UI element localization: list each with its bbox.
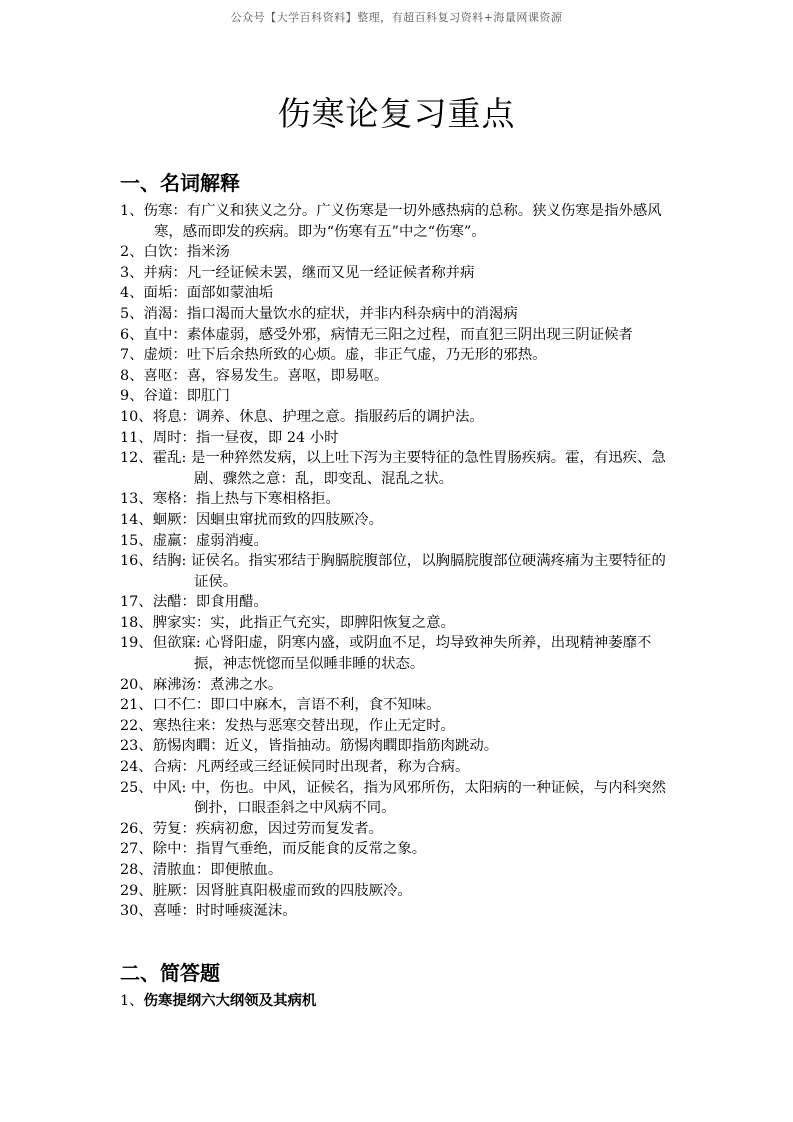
term-name: 脏厥 <box>152 882 182 899</box>
term-separator: ： <box>181 903 196 920</box>
term-number: 30、 <box>120 903 153 920</box>
list-item <box>120 366 680 387</box>
term-name: 虚烦 <box>143 347 173 364</box>
term-separator: ： <box>195 614 211 631</box>
term-number: 22、 <box>120 717 153 734</box>
term-separator: ： <box>172 264 187 281</box>
term-definition: 即肛门 <box>186 388 230 405</box>
term-definition: 心肾阳虚，阴寒内盛，或阴血不足，均导致神失所养，出现精神萎靡不振，神志恍惚而呈似睡非睡的状态。 <box>194 635 652 673</box>
list-item <box>120 407 680 428</box>
list-item <box>120 283 680 304</box>
term-separator: ： <box>172 203 187 219</box>
list-item <box>120 901 680 922</box>
term-definition: 有广义和狭义之分。广义伤寒是一切外感热病的总称。狭义伤寒是指外感风寒，感而即发的疾病。即为“伤寒有五”中之“伤寒”。 <box>154 203 662 240</box>
list-item <box>120 839 680 860</box>
list-item <box>120 716 680 737</box>
term-number: 17、 <box>120 594 153 611</box>
term-name: 虚羸 <box>152 532 182 549</box>
term-definition: 即食用醋。 <box>195 594 268 611</box>
term-name: 谷道 <box>143 388 173 405</box>
term-definition: 近义，皆指抽动。筋惕肉瞤即指筋肉跳动。 <box>224 738 499 755</box>
term-definition: 疾病初愈，因过劳而复发者。 <box>195 820 383 837</box>
term-separator: ： <box>172 244 187 261</box>
list-item <box>120 592 680 613</box>
list-item <box>120 304 680 325</box>
list-item <box>120 386 680 407</box>
term-definition: 即便脓血。 <box>210 862 283 878</box>
term-name: 口不仁 <box>152 697 196 714</box>
term-number: 1、 <box>120 203 144 219</box>
list-item <box>120 675 680 696</box>
term-number: 14、 <box>120 511 153 528</box>
term-separator: ： <box>195 676 211 693</box>
term-definition: 因蛔虫窜扰而致的四肢厥冷。 <box>195 511 383 528</box>
list-item <box>120 242 680 263</box>
term-separator: ： <box>181 841 196 858</box>
term-separator: ： <box>172 305 187 322</box>
term-number: 18、 <box>120 614 153 631</box>
term-definition: 指米汤 <box>186 244 230 261</box>
term-name: 并病 <box>143 264 173 281</box>
list-item <box>120 613 680 634</box>
term-separator: : <box>181 779 191 796</box>
list-item <box>120 757 680 778</box>
term-definition: 证侯名。指实邪结于胸膈脘腹部位，以胸膈脘腹部位硬满疼痛为主要特征的证侯。 <box>190 553 666 590</box>
term-definition: 发热与恶寒交替出现，作止无定时。 <box>224 717 455 734</box>
term-number: 5、 <box>120 305 144 322</box>
list-item <box>120 736 680 757</box>
term-number: 6、 <box>120 326 144 343</box>
term-name: 结胸 <box>152 553 182 570</box>
header-note: 公众号【大学百科资料】整理，有超百科复习资料+海量网课资源 <box>230 11 563 24</box>
term-number: 27、 <box>120 841 153 858</box>
section-heading-terms: 一、名词解释 <box>120 171 240 195</box>
term-number: 29、 <box>120 882 153 899</box>
term-name: 面垢 <box>143 285 173 302</box>
term-separator: ： <box>210 738 225 755</box>
term-name: 合病 <box>152 759 182 776</box>
term-separator: ： <box>181 594 196 611</box>
term-separator: ： <box>172 285 187 302</box>
term-separator: ： <box>172 367 187 384</box>
term-name: 中风 <box>152 779 182 796</box>
term-separator: : <box>181 553 191 570</box>
section-heading-short-answer: 二、简答题 <box>120 961 220 985</box>
term-definition: 因肾脏真阳极虚而致的四肢厥冷。 <box>195 882 412 899</box>
list-item <box>120 201 680 242</box>
term-number: 10、 <box>120 408 153 425</box>
term-name: 但欲寐 <box>152 635 196 652</box>
term-number: 23、 <box>120 738 153 755</box>
term-number: 21、 <box>120 697 153 714</box>
list-item <box>120 778 680 819</box>
term-number: 28、 <box>120 862 153 878</box>
term-name: 喜唾 <box>152 903 182 920</box>
term-separator: ： <box>181 882 196 899</box>
term-separator: ： <box>181 511 196 528</box>
list-item <box>120 633 680 674</box>
term-definition: 指胃气垂绝，而反能食的反常之象。 <box>195 841 427 858</box>
list-item <box>120 489 680 510</box>
list-item <box>120 551 680 592</box>
term-name: 消渴 <box>143 305 173 322</box>
term-name: 寒格 <box>152 491 182 508</box>
term-separator: ： <box>181 759 196 776</box>
term-number: 26、 <box>120 820 153 837</box>
term-definition: 即口中麻木，言语不利，食不知味。 <box>210 697 441 714</box>
term-separator: ： <box>210 717 225 734</box>
list-item <box>120 510 680 531</box>
term-definition: 煮沸之水。 <box>210 676 283 693</box>
list-item <box>120 860 680 881</box>
term-name: 白饮 <box>143 244 173 261</box>
list-item <box>120 881 680 902</box>
term-number: 9、 <box>120 388 144 405</box>
term-name: 将息 <box>152 408 182 425</box>
term-separator: : <box>181 450 191 467</box>
list-item <box>120 695 680 716</box>
term-number: 15、 <box>120 532 153 549</box>
term-name: 脾家实 <box>152 614 196 631</box>
term-number: 16、 <box>120 553 153 570</box>
term-number: 12、 <box>120 450 153 467</box>
list-item <box>120 263 680 284</box>
term-definition: 吐下后余热所致的心烦。虚，非正气虚，乃无形的邪热。 <box>186 347 547 364</box>
term-name: 除中 <box>152 841 182 858</box>
term-number: 8、 <box>120 367 144 384</box>
term-name: 法醋 <box>152 594 182 611</box>
term-separator: : <box>195 635 206 652</box>
term-name: 清脓血 <box>152 862 196 878</box>
term-number: 20、 <box>120 676 153 693</box>
list-item <box>120 428 680 449</box>
term-separator: ： <box>195 697 211 714</box>
term-name: 喜呕 <box>143 367 173 384</box>
term-definition: 指上热与下寒相格拒。 <box>195 491 340 508</box>
term-number: 3、 <box>120 264 144 281</box>
term-definition: 中，伤也。中风，证候名，指为风邪所伤，太阳病的一种证候，与内科突然倒扑，口眼歪斜之中风病不同。 <box>190 779 666 817</box>
page-title: 伤寒论复习重点 <box>277 94 516 133</box>
question-item <box>120 989 316 1010</box>
term-name: 蛔厥 <box>152 511 182 528</box>
term-definition: 调养、休息、护理之意。指服药后的调护法。 <box>195 408 484 425</box>
list-item <box>120 448 680 489</box>
term-number: 19、 <box>120 635 153 652</box>
term-list <box>120 201 680 922</box>
list-item <box>120 531 680 552</box>
term-separator: ： <box>181 820 196 837</box>
term-name: 寒热往来 <box>152 717 211 734</box>
question-number: 1、 <box>120 993 144 1009</box>
term-number: 11、 <box>120 429 153 446</box>
term-separator: ： <box>181 532 196 549</box>
term-number: 13、 <box>120 491 153 508</box>
term-number: 25、 <box>120 779 153 796</box>
list-item <box>120 345 680 366</box>
term-number: 7、 <box>120 347 144 364</box>
term-definition: 是一种猝然发病，以上吐下泻为主要特征的急性胃肠疾病。霍，有迅疾、急剧、骤然之意：乱，即变乱、混乱之状。 <box>190 450 666 487</box>
list-item <box>120 819 680 840</box>
term-name: 周时 <box>152 429 182 446</box>
term-number: 2、 <box>120 244 144 261</box>
term-name: 伤寒 <box>143 203 173 219</box>
term-separator: ： <box>181 408 196 425</box>
term-definition: 虚弱消瘦。 <box>195 532 268 549</box>
term-definition: 指口渴而大量饮水的症状，并非内科杂病中的消渴病 <box>186 305 518 322</box>
term-definition: 凡一经证候未罢，继而又见一经证候者称并病 <box>186 264 475 281</box>
term-separator: ： <box>172 326 187 343</box>
term-number: 4、 <box>120 285 144 302</box>
term-separator: ： <box>172 347 187 364</box>
term-separator: ： <box>172 388 187 405</box>
term-definition: 时时唾痰涎沫。 <box>195 903 297 920</box>
term-definition: 实，此指正气充实，即脾阳恢复之意。 <box>210 614 455 631</box>
term-name: 麻沸汤 <box>152 676 196 693</box>
term-definition: 指一昼夜，即 24 小时 <box>195 429 339 446</box>
term-definition: 喜，容易发生。喜呕，即易呕。 <box>186 367 389 384</box>
list-item <box>120 325 680 346</box>
term-definition: 素体虚弱，感受外邪，病情无三阳之过程，而直犯三阴出现三阴证候者 <box>186 326 633 343</box>
term-separator: ： <box>195 862 211 878</box>
term-separator: ： <box>181 429 196 446</box>
term-name: 直中 <box>143 326 173 343</box>
term-definition: 凡两经或三经证候同时出现者，称为合病。 <box>195 759 470 776</box>
question-text: 伤寒提纲六大纲领及其病机 <box>143 992 317 1009</box>
term-name: 霍乱 <box>152 450 182 467</box>
term-name: 劳复 <box>152 820 182 837</box>
term-separator: ： <box>181 491 196 508</box>
term-name: 筋惕肉瞤 <box>152 738 211 755</box>
term-definition: 面部如蒙油垢 <box>186 285 274 302</box>
term-number: 24、 <box>120 759 153 776</box>
